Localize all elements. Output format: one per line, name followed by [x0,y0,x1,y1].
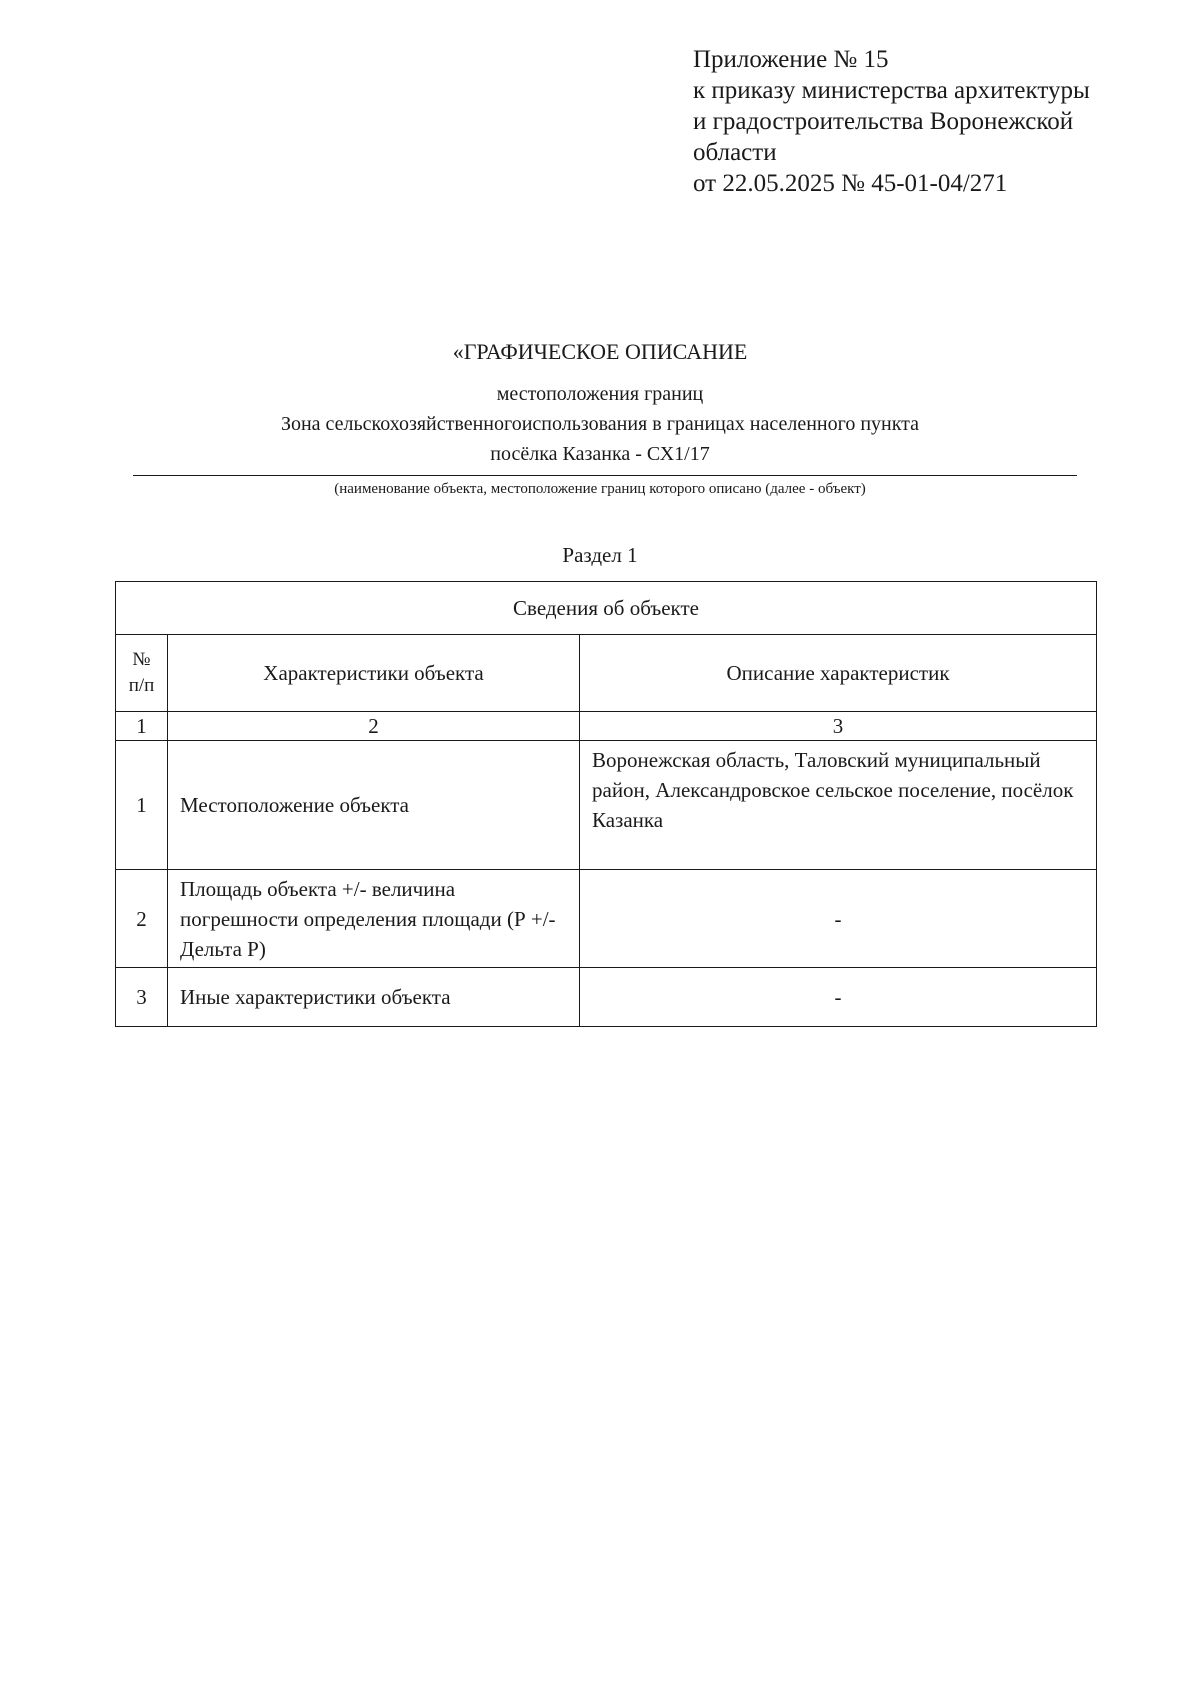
row-characteristic: Местоположение объекта [168,741,580,870]
column-number-3: 3 [580,712,1097,741]
column-number-1: 1 [116,712,168,741]
row-characteristic: Площадь объекта +/- величина погрешности определения площади (Р +/- Дельта Р) [168,870,580,968]
appendix-header [693,44,1173,199]
table-row [116,968,1097,1027]
row-description: Воронежская область, Таловский муниципальный район, Александровское сельское поселение, посёлок Казанка [580,741,1097,870]
column-number-2: 2 [168,712,580,741]
row-num: 2 [116,870,168,968]
title-caption: (наименование объекта, местоположение границ которого описано (далее - объект) [334,481,866,497]
section-label: Раздел 1 [562,543,638,567]
document-subtitle-2: Зона сельскохозяйственногоиспользования в границах населенного пункта [280,413,920,435]
row-num: 3 [116,968,168,1027]
row-description: - [580,968,1097,1027]
header-num: № п/п [116,635,168,712]
table-title: Сведения об объекте [116,582,1097,635]
table-row [116,870,1097,968]
header-characteristic: Характеристики объекта [168,635,580,712]
document-subtitle-3: посёлка Казанка - СХ1/17 [490,443,710,465]
row-description: - [580,870,1097,968]
title-underline [133,475,1077,476]
appendix-line-3: и градостроительства Воронежской [693,108,1074,135]
table-row [116,741,1097,870]
table-title-row [116,582,1097,635]
object-info-table [115,581,1097,1027]
header-description: Описание характеристик [580,635,1097,712]
appendix-line-4: области [693,139,777,166]
document-subtitle-1: местоположения границ [496,383,704,405]
row-characteristic: Иные характеристики объекта [168,968,580,1027]
appendix-line-5: от 22.05.2025 № 45-01-04/271 [693,170,1008,197]
appendix-line-1: Приложение № 15 [693,46,889,73]
row-num: 1 [116,741,168,870]
column-number-row [116,712,1097,741]
appendix-line-2: к приказу министерства архитектуры [693,77,1090,104]
document-title: «ГРАФИЧЕСКОЕ ОПИСАНИЕ [452,339,748,364]
table-header-row [116,635,1097,712]
